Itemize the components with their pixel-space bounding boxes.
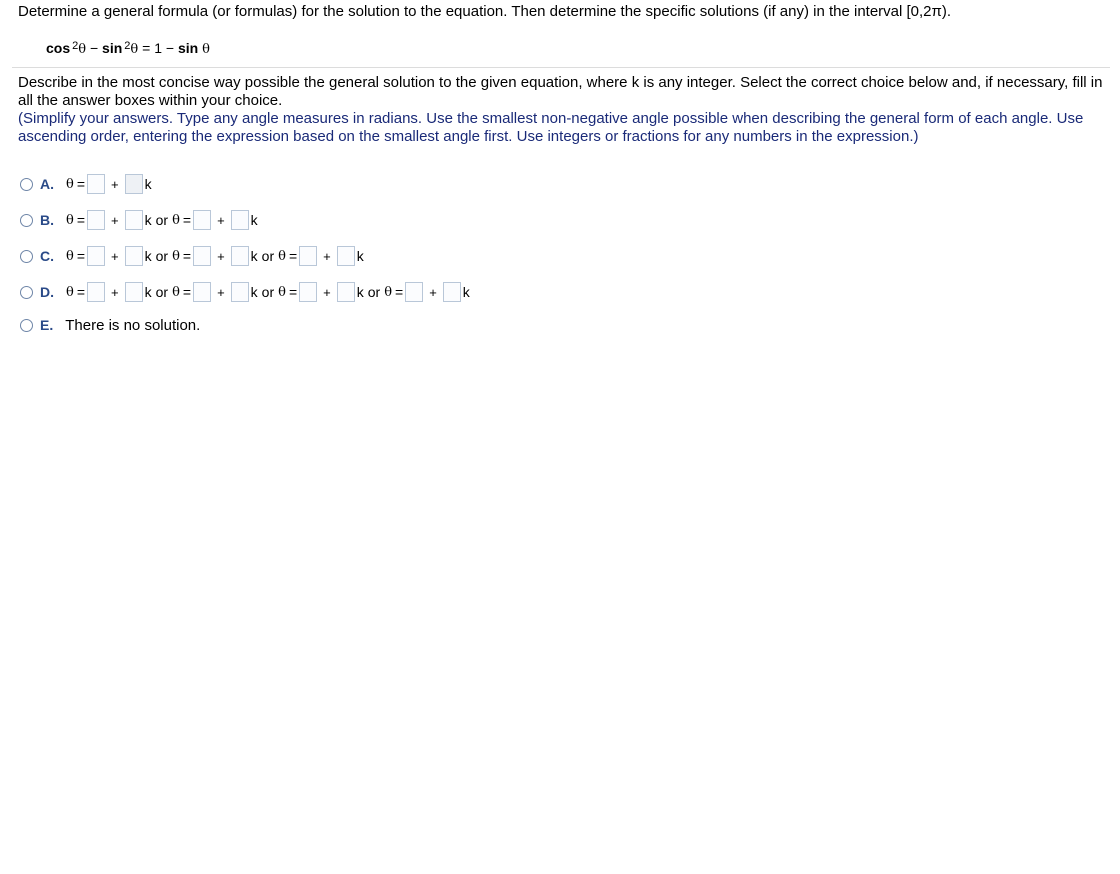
choice-d[interactable] [20, 280, 470, 304]
eq-exp1: 2 [72, 40, 79, 52]
describe-text: Describe in the most concise way possible the general solution to the given equation, where k is any integer. Select the correct choice below and, if necessary, fill in all the answer boxes within your choice. [18, 74, 1103, 109]
theta-label: θ [384, 284, 393, 300]
choice-c[interactable] [20, 244, 364, 268]
equals-sign: = [182, 284, 192, 300]
equals-sign: = [182, 248, 192, 264]
answer-box[interactable] [337, 246, 355, 266]
plus-sign: + [111, 248, 119, 264]
theta-label: θ [66, 212, 74, 228]
theta-label: θ [172, 248, 180, 264]
k-label: k [144, 284, 152, 300]
equals-sign: = [76, 212, 86, 228]
choice-c-radio[interactable] [20, 250, 33, 263]
equals-sign: = [76, 176, 86, 192]
eq-rhs: = 1 − [138, 40, 178, 56]
k-label: k [144, 212, 152, 228]
k-label: k [144, 248, 152, 264]
or-label: or [261, 284, 275, 300]
equals-sign: = [76, 284, 86, 300]
choice-e-letter: E. [40, 317, 54, 333]
k-label: k [144, 176, 152, 192]
choice-b[interactable] [20, 208, 258, 232]
choice-c-expression [66, 246, 364, 266]
equation [46, 38, 210, 60]
choice-b-expression [66, 210, 258, 230]
choice-a[interactable] [20, 172, 152, 196]
answer-box[interactable] [87, 282, 105, 302]
k-label: k [356, 248, 364, 264]
choice-c-letter: C. [40, 248, 54, 264]
answer-box[interactable] [125, 246, 143, 266]
answer-box[interactable] [443, 282, 461, 302]
k-label: k [462, 284, 470, 300]
eq-sin: sin [102, 40, 123, 56]
eq-sin2: sin [177, 40, 199, 56]
plus-sign: + [323, 284, 331, 300]
answer-box[interactable] [231, 246, 249, 266]
equals-sign: = [288, 248, 298, 264]
choice-b-radio[interactable] [20, 214, 33, 227]
k-label: k [250, 284, 258, 300]
equals-sign: = [76, 248, 86, 264]
k-label: k [250, 248, 258, 264]
choice-a-letter: A. [40, 176, 54, 192]
answer-box[interactable] [231, 210, 249, 230]
choice-d-radio[interactable] [20, 286, 33, 299]
answer-box[interactable] [125, 282, 143, 302]
equals-sign: = [288, 284, 298, 300]
answer-box[interactable] [405, 282, 423, 302]
k-label: k [250, 212, 258, 228]
answer-box[interactable] [193, 282, 211, 302]
plus-sign: + [111, 212, 119, 228]
hint-text: (Simplify your answers. Type any angle measures in radians. Use the smallest non-negative angle possible when describing the general form of each angle. Use ascending order, entering the expression based on the smallest angle first. Use integers or fractions for any numbers in the expression.) [18, 110, 1084, 145]
answer-box[interactable] [87, 210, 105, 230]
or-label: or [155, 284, 169, 300]
divider [12, 67, 1110, 68]
plus-sign: + [323, 248, 331, 264]
answer-box[interactable] [193, 246, 211, 266]
answer-box[interactable] [231, 282, 249, 302]
plus-sign: + [429, 284, 437, 300]
eq-theta3: θ [202, 42, 210, 57]
eq-exp2: 2 [124, 40, 131, 52]
theta-label: θ [66, 176, 74, 192]
choice-a-radio[interactable] [20, 178, 33, 191]
choice-b-letter: B. [40, 212, 54, 228]
k-label: k [356, 284, 364, 300]
choice-e[interactable] [20, 313, 200, 337]
theta-label: θ [66, 284, 74, 300]
or-label: or [155, 248, 169, 264]
theta-label: θ [278, 248, 286, 264]
plus-sign: + [111, 176, 119, 192]
choice-d-expression [66, 282, 470, 302]
answer-box[interactable] [87, 174, 105, 194]
answer-box[interactable] [299, 246, 317, 266]
theta-label: θ [172, 212, 180, 228]
or-label: or [367, 284, 381, 300]
eq-minus: − [86, 40, 103, 56]
equals-sign: = [182, 212, 192, 228]
equals-sign: = [395, 284, 404, 300]
plus-sign: + [217, 284, 225, 300]
answer-box[interactable] [193, 210, 211, 230]
choice-d-letter: D. [40, 284, 54, 300]
eq-cos: cos [46, 40, 71, 56]
plus-sign: + [217, 212, 225, 228]
plus-sign: + [217, 248, 225, 264]
theta-label: θ [66, 248, 74, 264]
answer-box[interactable] [337, 282, 355, 302]
answer-box[interactable] [87, 246, 105, 266]
question-description [18, 74, 1103, 146]
choice-e-text: There is no solution. [65, 316, 201, 334]
answer-box[interactable] [125, 210, 143, 230]
plus-sign: + [111, 284, 119, 300]
eq-theta2: θ [130, 42, 139, 57]
answer-box[interactable] [125, 174, 143, 194]
eq-theta1: θ [78, 42, 87, 57]
choice-a-expression [66, 174, 152, 194]
answer-box[interactable] [299, 282, 317, 302]
theta-label: θ [172, 284, 180, 300]
or-label: or [261, 248, 275, 264]
question-instructions: Determine a general formula (or formulas) for the solution to the equation. Then determine the specific solutions (if any) in the interval [0,2π). [18, 3, 952, 20]
theta-label: θ [278, 284, 286, 300]
choice-e-radio[interactable] [20, 319, 33, 332]
or-label: or [155, 212, 169, 228]
